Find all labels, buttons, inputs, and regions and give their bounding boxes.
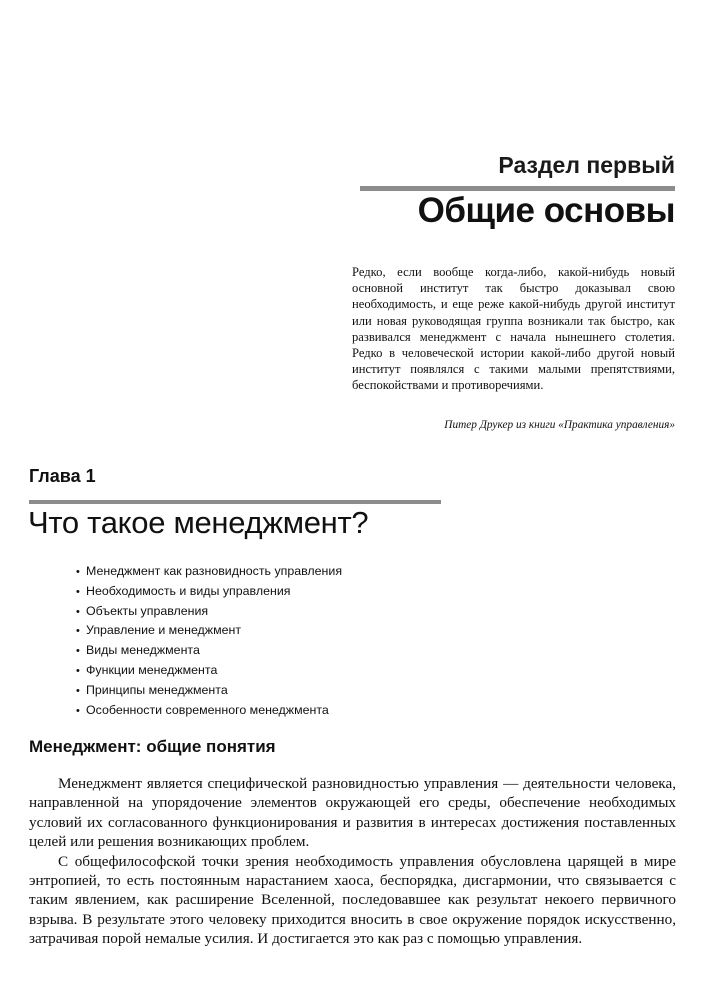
body-text [29,774,676,949]
chapter-divider [29,500,441,504]
epigraph-text: Редко, если вообще когда-либо, какой-нибудь новый основной институт так быстро доказывал свою необходимость, и еще реже какой-нибудь другой институт или новая руководящая группа возникали так быстро, как развивался менеджмент с начала нынешнего столетия. Редко в человеческой истории какой-либо другой новый институт появлялся с такими малыми препятствиями, беспокойствами и противоречиями. [352,265,675,393]
chapter-label: Глава 1 [29,466,96,486]
topic-label: Особенности современного менеджмента [86,702,329,717]
list-item [76,641,342,661]
topic-label: Менеджмент как разновидность управления [86,564,343,578]
topic-label: Функции менеджмента [86,662,218,677]
topic-label: Виды менеджмента [86,643,200,658]
list-item [76,562,342,582]
list-item [76,661,342,681]
body-paragraph: Менеджмент является специфической разновидностью управления — деятельности человека, направленной на упорядочение элементов окружающей его среды, обеспечение необходимых условий их согласованного функционирования и развития в интересах достижения поставленных целей или решения возникающих проблем. [29,775,676,851]
list-item [76,602,342,622]
topic-label: Принципы менеджмента [86,682,228,697]
bullet-icon: • [76,684,80,697]
list-item [76,582,342,602]
bullet-icon: • [76,645,80,658]
bullet-icon: • [76,625,80,638]
topic-label: Необходимость и виды управления [86,583,291,598]
section-label: Раздел первый [498,152,675,178]
list-item [76,621,342,641]
body-paragraph: С общефилософской точки зрения необходимость управления обусловлена царящей в мире энтропией, то есть постоянным нарастанием хаоса, беспорядка, дисгармонии, что связывается с таким явлением, как расширение Вселенной, последовавшее как результат некоего первичного взрыва. В результате этого человеку приходится вносить в свое окружение порядок искусственно, затрачивая порой немалые усилия. И достигается это как раз с помощью управления. [29,852,676,948]
list-item [76,701,342,721]
bullet-icon: • [76,704,80,717]
chapter-topics-list [76,562,342,720]
subsection-title: Менеджмент: общие понятия [29,737,276,756]
epigraph-source: Питер Друкер из книги «Практика управления» [444,419,675,431]
chapter-title: Что такое менеджмент? [28,505,369,540]
bullet-icon: • [76,566,80,578]
bullet-icon: • [76,605,80,618]
topic-label: Объекты управления [86,603,209,618]
bullet-icon: • [76,664,80,677]
list-item [76,681,342,701]
section-title: Общие основы [417,191,675,230]
topic-label: Управление и менеджмент [86,623,242,638]
bullet-icon: • [76,585,80,598]
